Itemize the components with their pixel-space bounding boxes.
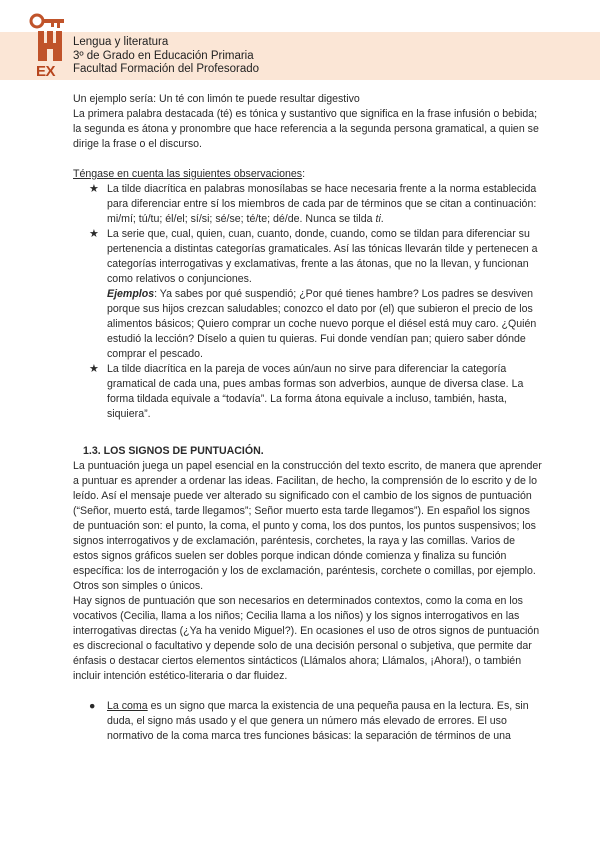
intro-example: Un ejemplo sería: Un té con limón te puede resultar digestivo: [73, 93, 360, 105]
page-header: [73, 36, 259, 77]
star-bullet-icon: ★: [89, 228, 99, 240]
observations-list: [73, 182, 543, 422]
course-grade: 3º de Grado en Educación Primaria: [73, 49, 254, 62]
section-paragraph: Hay signos de puntuación que son necesarios en determinados contextos, como la coma en los vocativos (Cecilia, llama a los niños; Cecilia llama a los niños) y los signos interrogativos en las interrogativas directas (¿Ya ha venido Miguel?). En ocasiones el uso de otros signos de puntuación es discrecional o facultativo y depende solo de una decisión personal o subjetiva, que permite dar énfasis o destacar ciertos elementos sintácticos (Llámalos ahora; Llámalos, ¡Ahora!), o también incluir intención estético-literaria o dar fluidez.: [73, 595, 540, 682]
observation-item: ★ La serie que, cual, quien, cuan, cuanto, donde, cuando, como se tildan para diferenciar su pertenencia a distintas categorías gramaticales. Así las tónicas llevarán tilde y pertenecen a categorías interrogativas y exclamativas, frente a las átonas, que no la llevan, y funcionan como relativos o conjunciones. Ejemplos: Ya sabes por qué suspendió; ¿Por qué tienes hambre? Los padres se desviven porque sus hijos crezcan saludables; conozco el dato por (el) que subieron el precio de los alimentos básicos; Quiero comprar un coche nuevo porque el diésel está muy caro. ¿Quién estudió la lección? Díselo a quien tu quieras. Fui donde vendían pan; quiero saber dónde comprar el pescado.: [89, 228, 538, 360]
observation-item: ★ La tilde diacrítica en la pareja de voces aún/aun no sirve para diferenciar la categoría gramatical de cada una, pues ambas formas son adverbios, aunque de diversa clase. La forma tildada equivale a “todavía”. La forma átona equivale a incluso, también, hasta, siquiera”.: [89, 363, 524, 420]
intro-explanation: La primera palabra destacada (té) es tónica y sustantivo que significa en la frase infusión o bebida; la segunda es átona y pronombre que hace referencia a la segunda persona gramatical, a quien se dirige la frase o el discurso.: [73, 108, 539, 150]
punctuation-item: ● La coma es un signo que marca la existencia de una pequeña pausa en la lectura. Es, sin duda, el signo más usado y el que genera un número más elevado de errores. El uso normativo de la coma marca tres funciones básicas: la separación de términos de una: [89, 700, 529, 742]
section-paragraph: La puntuación juega un papel esencial en la construcción del texto escrito, de manera que aprender a puntuar es aprender a ordenar las ideas. Facilitan, de hecho, la comprensión de lo escrito y de lo leído. Así el mensaje puede ver alterado su significado con el cambio de los signos de puntuación (“Señor, muerto está, tarde llegamos”; Señor muerto esta tarde llegamos”). En español los signos de puntuación son: el punto, la coma, el punto y coma, los dos puntos, los puntos suspensivos; los signos interrogativos y de exclamación, paréntesis, corchetes, la raya y las comillas. Varios de estos signos gráficos suelen ser dobles porque indican dónde comienza y finaliza su función específica: los de interrogación y los de exclamación, paréntesis, corchete o comillas, por ejemplo. Otros son simples o únicos.: [73, 460, 542, 592]
faculty-name: Facultad Formación del Profesorado: [73, 63, 260, 75]
dot-bullet-icon: ●: [89, 700, 96, 712]
university-logo: [27, 13, 67, 81]
star-bullet-icon: ★: [89, 183, 99, 195]
coma-term: La coma: [107, 700, 148, 712]
document-body: [73, 92, 543, 744]
section-title: 1.3. LOS SIGNOS DE PUNTUACIÓN.: [83, 445, 264, 457]
logo-ex-text: EX: [36, 63, 56, 80]
course-title: Lengua y literatura: [73, 36, 169, 48]
punctuation-list: [73, 699, 543, 744]
observation-item: ★ La tilde diacrítica en palabras monosílabas se hace necesaria frente a la norma establecida para diferenciar entre sí los miembros de cada par de términos que se citan a continuación: mi/mí; tú/tu; él/el; sí/si; sé/se; té/te; dé/de. Nunca se tilda ti.: [89, 183, 537, 225]
examples-label: Ejemplos: [107, 288, 155, 300]
star-bullet-icon: ★: [89, 363, 99, 375]
observations-heading: Téngase en cuenta las siguientes observaciones:: [73, 168, 306, 180]
observations-heading-text: Téngase en cuenta las siguientes observaciones: [73, 168, 303, 180]
key-tower-icon: [27, 13, 67, 65]
